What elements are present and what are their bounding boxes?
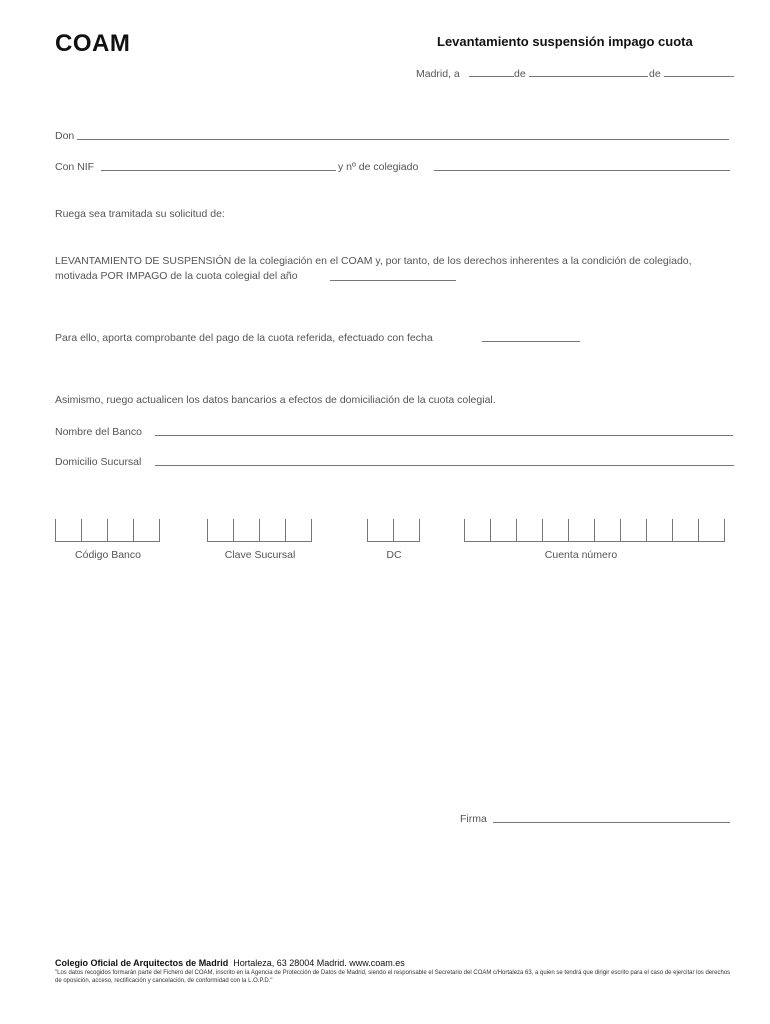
digit-box[interactable] bbox=[699, 519, 725, 541]
digit-box[interactable] bbox=[621, 519, 647, 541]
digit-box[interactable] bbox=[394, 519, 420, 541]
don-label: Don bbox=[55, 130, 75, 142]
account-number-label: Cuenta número bbox=[544, 549, 618, 561]
signature-label: Firma bbox=[460, 813, 487, 825]
privacy-note: "Los datos recogidos formarán parte del Fichero del COAM, inscrito en la Agencia de Protección de Datos de Madrid, siendo el responsable el Secretario del COAM c/Hortaleza 63, a quien se tendrá que dirigir escrito para el caso de ejercitar los derechos de oposición, acceso, rectificación y cancelación, de conformidad con la L.O.P.D." bbox=[55, 970, 731, 984]
year-field[interactable] bbox=[664, 66, 734, 77]
branch-address-field[interactable] bbox=[155, 455, 734, 466]
branch-code-boxes[interactable] bbox=[207, 519, 312, 542]
digit-box[interactable] bbox=[647, 519, 673, 541]
request-line-2: motivada POR IMPAGO de la cuota colegial del año bbox=[55, 270, 298, 282]
digit-box[interactable] bbox=[286, 519, 312, 541]
nif-label: Con NIF bbox=[55, 161, 95, 173]
dc-boxes[interactable] bbox=[367, 519, 420, 542]
digit-box[interactable] bbox=[543, 519, 569, 541]
digit-box[interactable] bbox=[569, 519, 595, 541]
footer-address-text: Hortaleza, 63 28004 Madrid. www.coam.es bbox=[233, 958, 405, 968]
nif-field[interactable] bbox=[101, 160, 336, 171]
branch-address-label: Domicilio Sucursal bbox=[55, 456, 142, 468]
digit-box[interactable] bbox=[491, 519, 517, 541]
digit-box[interactable] bbox=[595, 519, 621, 541]
digit-box[interactable] bbox=[56, 519, 82, 541]
bank-code-label: Código Banco bbox=[75, 549, 141, 561]
footer-address bbox=[55, 958, 405, 968]
digit-box[interactable] bbox=[368, 519, 394, 541]
dc-label: DC bbox=[386, 549, 402, 561]
digit-box[interactable] bbox=[260, 519, 286, 541]
don-field[interactable] bbox=[77, 129, 729, 140]
digit-box[interactable] bbox=[673, 519, 699, 541]
bank-code-boxes[interactable] bbox=[55, 519, 160, 542]
payment-text: Para ello, aporta comprobante del pago de la cuota referida, efectuado con fecha bbox=[55, 332, 433, 344]
digit-box[interactable] bbox=[208, 519, 234, 541]
digit-box[interactable] bbox=[234, 519, 260, 541]
document-title: Levantamiento suspensión impago cuota bbox=[437, 34, 693, 49]
signature-field[interactable] bbox=[493, 812, 730, 823]
payment-date-field[interactable] bbox=[482, 331, 580, 342]
footer-org: Colegio Oficial de Arquitectos de Madrid bbox=[55, 958, 229, 968]
month-field[interactable] bbox=[529, 66, 648, 77]
colegiado-label: y nº de colegiado bbox=[338, 161, 419, 173]
digit-box[interactable] bbox=[517, 519, 543, 541]
date-de-label-1: de bbox=[514, 68, 526, 80]
account-number-boxes[interactable] bbox=[464, 519, 725, 542]
digit-box[interactable] bbox=[108, 519, 134, 541]
request-line-1: LEVANTAMIENTO DE SUSPENSIÓN de la colegiación en el COAM y, por tanto, de los derechos inherentes a la condición de colegiado, bbox=[55, 255, 692, 267]
day-field[interactable] bbox=[469, 66, 514, 77]
digit-box[interactable] bbox=[134, 519, 160, 541]
digit-box[interactable] bbox=[82, 519, 108, 541]
bank-name-label: Nombre del Banco bbox=[55, 426, 142, 438]
date-place-label: Madrid, a bbox=[416, 68, 460, 80]
date-de-label-2: de bbox=[649, 68, 661, 80]
coam-logo: COAM bbox=[55, 30, 131, 57]
bank-intro: Asimismo, ruego actualicen los datos bancarios a efectos de domiciliación de la cuota colegial. bbox=[55, 394, 496, 406]
branch-code-label: Clave Sucursal bbox=[224, 549, 296, 561]
colegiado-field[interactable] bbox=[434, 160, 730, 171]
digit-box[interactable] bbox=[465, 519, 491, 541]
year-fee-field[interactable] bbox=[330, 270, 456, 281]
request-intro: Ruega sea tramitada su solicitud de: bbox=[55, 208, 225, 220]
bank-name-field[interactable] bbox=[155, 425, 733, 436]
